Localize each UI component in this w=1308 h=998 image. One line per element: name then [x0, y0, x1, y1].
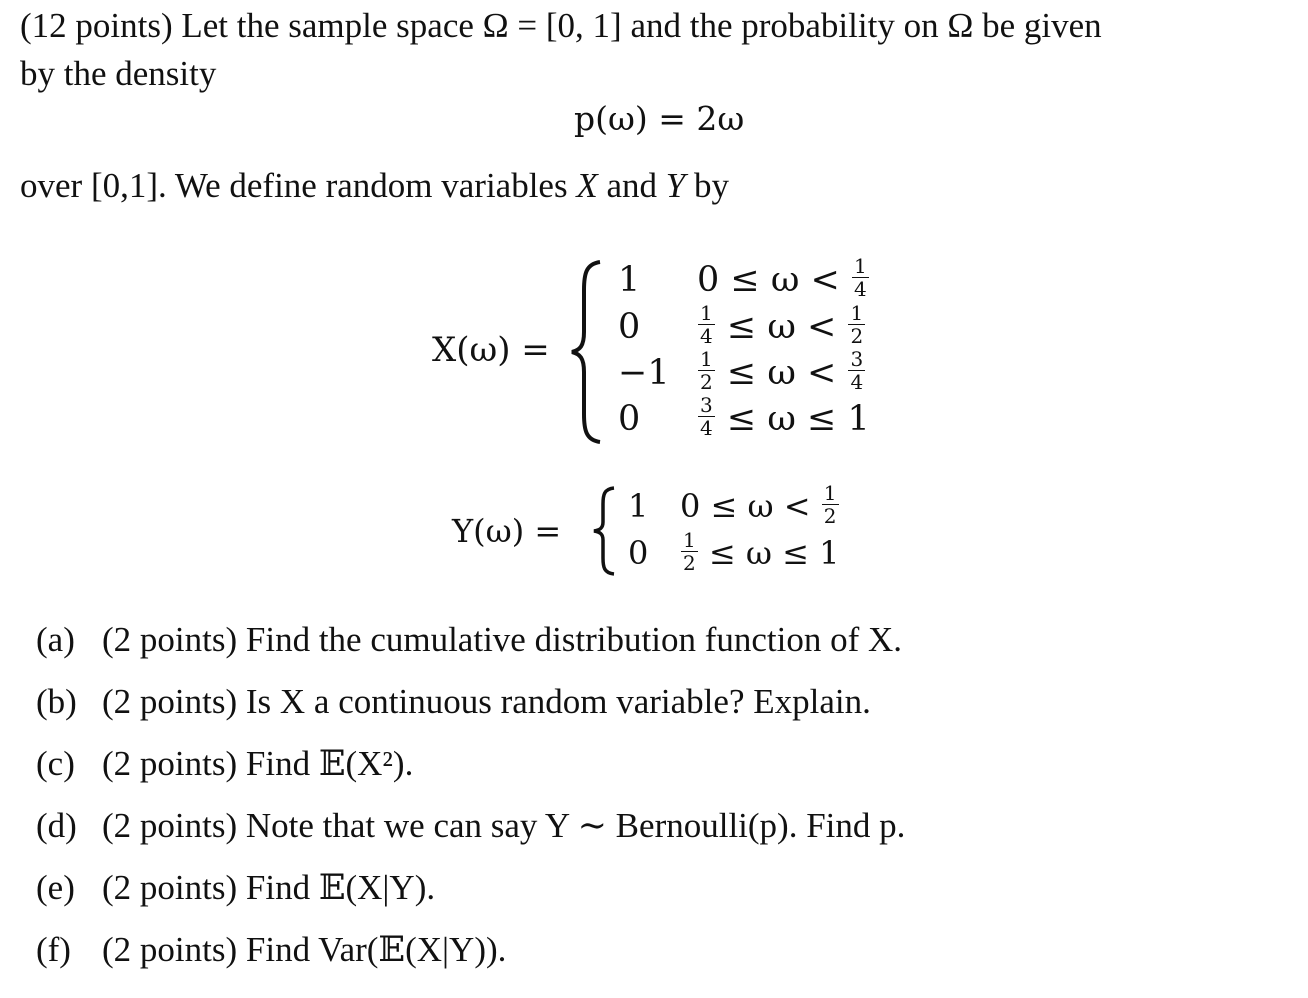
y-cond-2 — [680, 528, 840, 575]
problem-intro-line-3 — [20, 168, 729, 203]
problem-intro-line-1: (12 points) Let the sample space Ω = [0, 1] and the probability on Ω be given — [20, 6, 1102, 45]
frac-den: 2 — [823, 504, 837, 528]
x-cond-4-rel: ≤ ω ≤ — [726, 399, 837, 439]
x-cond-3 — [697, 347, 866, 394]
part-label: (d) — [36, 806, 77, 845]
frac-den: 4 — [854, 277, 867, 301]
part-f — [36, 932, 506, 967]
x-definition-lhs: X(ω) = — [432, 330, 550, 370]
frac-den: 4 — [850, 370, 864, 394]
frac-num: 3 — [850, 347, 864, 371]
problem-intro-line-2: by the density — [20, 54, 217, 93]
part-label: (f) — [36, 930, 71, 969]
x-cond-3-right — [848, 349, 865, 392]
x-value-4: 0 — [618, 399, 641, 439]
part-label: (b) — [36, 682, 77, 721]
part-b — [36, 684, 871, 719]
x-cond-2-right — [848, 303, 865, 346]
var-y: Y — [665, 166, 686, 205]
x-cond-2 — [697, 301, 866, 348]
x-cond-2-rel: ≤ ω < — [726, 307, 837, 347]
y-cond-2-left — [681, 530, 698, 573]
x-cond-4-left — [698, 395, 715, 438]
part-text: (2 points) Note that we can say Y ∼ Bernoulli(p). Find p. — [102, 806, 906, 845]
part-text: (2 points) Find the cumulative distribution function of X. — [102, 620, 903, 659]
frac-num: 3 — [700, 393, 713, 417]
frac-den: 2 — [700, 370, 713, 394]
part-label: (a) — [36, 620, 75, 659]
frac-num: 1 — [854, 254, 867, 278]
frac-num: 1 — [850, 301, 864, 325]
part-text: (2 points) Find 𝔼(X|Y). — [102, 868, 436, 907]
y-value-1: 1 — [628, 487, 649, 525]
part-text: (2 points) Is X a continuous random variable? Explain. — [102, 682, 871, 721]
x-cond-1-right — [852, 256, 869, 299]
y-definition-lhs: Y(ω) = — [452, 512, 562, 550]
x-value-2: 0 — [618, 307, 641, 347]
frac-den: 2 — [683, 551, 696, 575]
part-a — [36, 622, 902, 657]
x-cond-2-left — [698, 303, 715, 346]
frac-num: 1 — [700, 347, 713, 371]
y-cond-1 — [680, 481, 840, 528]
frac-num: 1 — [823, 481, 837, 505]
x-cond-4 — [697, 393, 870, 440]
y-cond-1-right — [822, 483, 839, 526]
density-formula: p(ω) = 2ω — [574, 99, 745, 138]
part-e — [36, 870, 435, 905]
y-cond-1-rel: ≤ ω < — [710, 487, 811, 525]
x-cond-1 — [697, 254, 870, 301]
x-left-brace-icon — [570, 260, 604, 444]
x-cond-3-rel: ≤ ω < — [726, 353, 837, 393]
part-c — [36, 746, 413, 781]
part-label: (e) — [36, 868, 75, 907]
frac-num: 1 — [683, 528, 696, 552]
part-label: (c) — [36, 744, 75, 783]
x-cond-1-rel: ≤ ω < — [730, 260, 840, 300]
frac-den: 4 — [700, 416, 713, 440]
part-d — [36, 808, 905, 843]
intro-by: by — [685, 166, 729, 205]
x-cond-4-right: 1 — [847, 399, 870, 439]
y-value-2: 0 — [628, 534, 649, 572]
part-text: (2 points) Find Var(𝔼(X|Y)). — [102, 930, 507, 969]
intro-and: and — [597, 166, 666, 205]
y-cond-2-right: 1 — [819, 534, 840, 572]
x-value-3: −1 — [618, 353, 670, 393]
frac-num: 1 — [700, 301, 713, 325]
part-text: (2 points) Find 𝔼(X²). — [102, 744, 414, 783]
frac-den: 4 — [700, 324, 713, 348]
y-cond-1-left: 0 — [680, 487, 701, 525]
x-cond-1-left: 0 — [697, 260, 720, 300]
intro-text: over [0,1]. We define random variables — [20, 166, 577, 205]
var-x: X — [576, 166, 598, 205]
frac-den: 2 — [850, 324, 864, 348]
x-cond-3-left — [698, 349, 715, 392]
y-cond-2-rel: ≤ ω ≤ — [708, 534, 809, 572]
y-left-brace-icon — [592, 486, 618, 576]
x-value-1: 1 — [618, 260, 641, 300]
